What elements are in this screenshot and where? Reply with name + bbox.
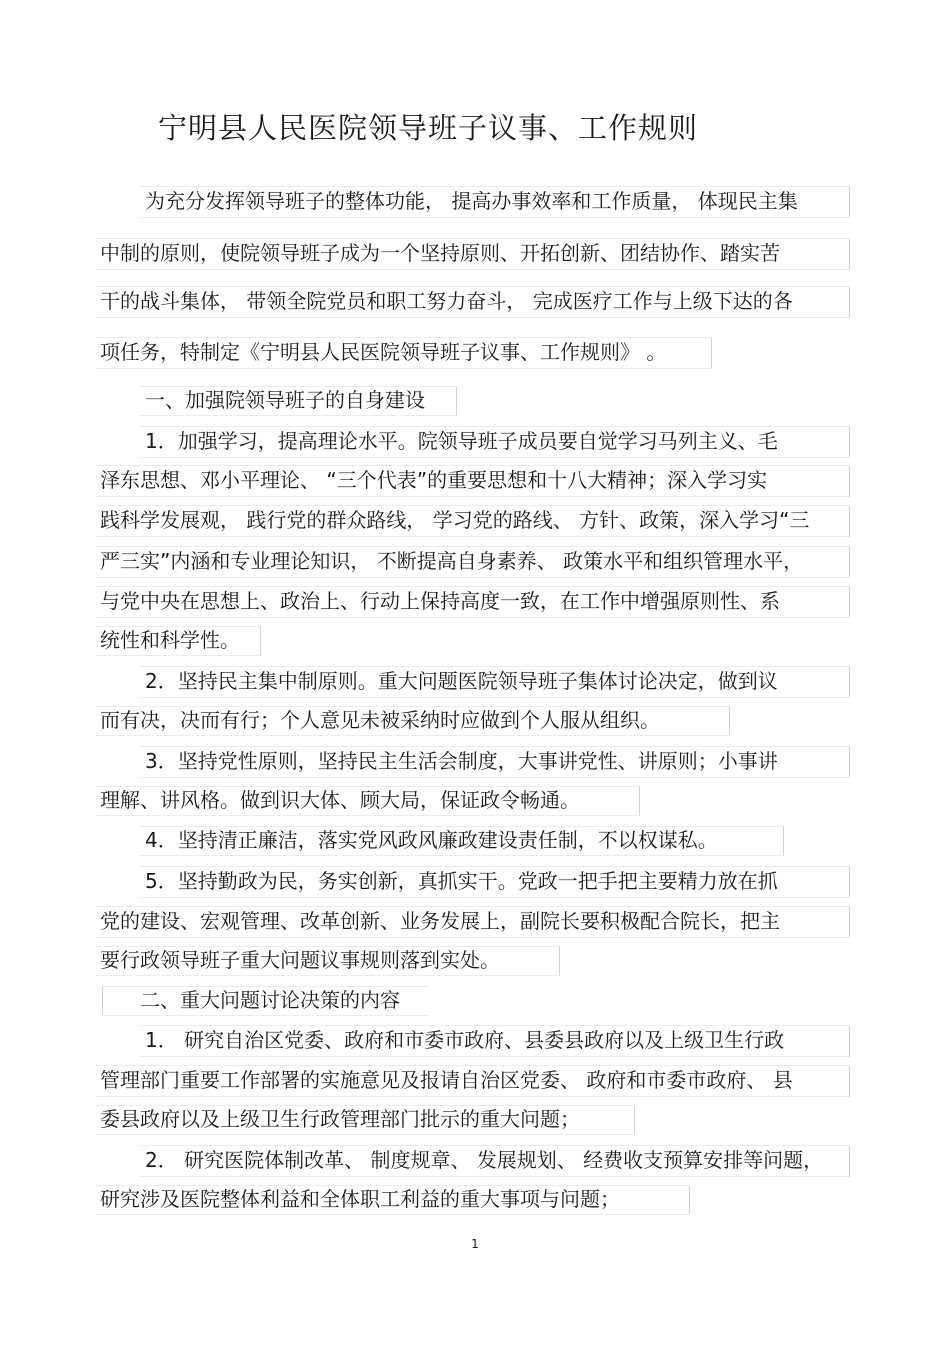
paragraph-line: 统性和科学性。 — [100, 628, 240, 652]
paragraph-line: 2．坚持民主集中制原则。重大问题医院领导班子集体讨论决定，做到议 — [145, 669, 778, 693]
document-title: 宁明县人民医院领导班子议事、工作规则 — [158, 111, 699, 145]
paragraph-line: 3．坚持党性原则，坚持民主生活会制度，大事讲党性、讲原则；小事讲 — [145, 749, 778, 773]
paragraph-line: 为充分发挥领导班子的整体功能， 提高办事效率和工作质量， 体现民主集 — [145, 189, 798, 213]
paragraph-line: 管理部门重要工作部署的实施意见及报请自治区党委、 政府和市委市政府、 县 — [100, 1068, 793, 1092]
paragraph-line: 干的战斗集体， 带领全院党员和职工努力奋斗， 完成医疗工作与上级下达的各 — [100, 289, 793, 313]
paragraph-line: 党的建设、宏观管理、改革创新、业务发展上，副院长要积极配合院长，把主 — [100, 909, 780, 933]
paragraph-line: 研究涉及医院整体利益和全体职工利益的重大事项与问题； — [100, 1187, 620, 1211]
paragraph-line: 项任务，特制定《宁明县人民医院领导班子议事、工作规则》 。 — [100, 340, 667, 364]
paragraph-line: 泽东思想、邓小平理论、 “三个代表”的重要思想和十八大精神；深入学习实 — [100, 468, 768, 492]
paragraph-line: 4．坚持清正廉洁，落实党风政风廉政建设责任制，不以权谋私。 — [145, 828, 718, 852]
paragraph-line: 要行政领导班子重大问题议事规则落到实处。 — [100, 948, 500, 972]
section-heading: 二、重大问题讨论决策的内容 — [140, 988, 400, 1012]
section-heading: 一、加强院领导班子的自身建设 — [145, 388, 425, 412]
paragraph-line: 理解、讲风格。做到识大体、顾大局，保证政令畅通。 — [100, 788, 580, 812]
paragraph-line: 2． 研究医院体制改革、 制度规章、 发展规划、 经费收支预算安排等问题， — [145, 1148, 824, 1172]
paragraph-line: 5．坚持勤政为民，务实创新，真抓实干。党政一把手把主要精力放在抓 — [145, 869, 778, 893]
paragraph-line: 1． 研究自治区党委、政府和市委市政府、县委县政府以及上级卫生行政 — [145, 1028, 785, 1052]
paragraph-line: 严三实”内涵和专业理论知识， 不断提高自身素养、 政策水平和组织管理水平， — [100, 549, 804, 573]
paragraph-line: 而有决，决而有行；个人意见未被采纳时应做到个人服从组织。 — [100, 708, 660, 732]
paragraph-line: 1．加强学习，提高理论水平。院领导班子成员要自觉学习马列主义、毛 — [145, 429, 778, 453]
paragraph-line: 与党中央在思想上、政治上、行动上保持高度一致，在工作中增强原则性、系 — [100, 589, 780, 613]
paragraph-line: 践科学发展观， 践行党的群众路线， 学习党的路线、 方针、政策，深入学习“三 — [100, 508, 810, 532]
paragraph-line: 委县政府以及上级卫生行政管理部门批示的重大问题； — [100, 1107, 580, 1131]
paragraph-line: 中制的原则，使院领导班子成为一个坚持原则、开拓创新、团结协作、踏实苦 — [100, 241, 780, 265]
page-number: 1 — [471, 1237, 479, 1251]
